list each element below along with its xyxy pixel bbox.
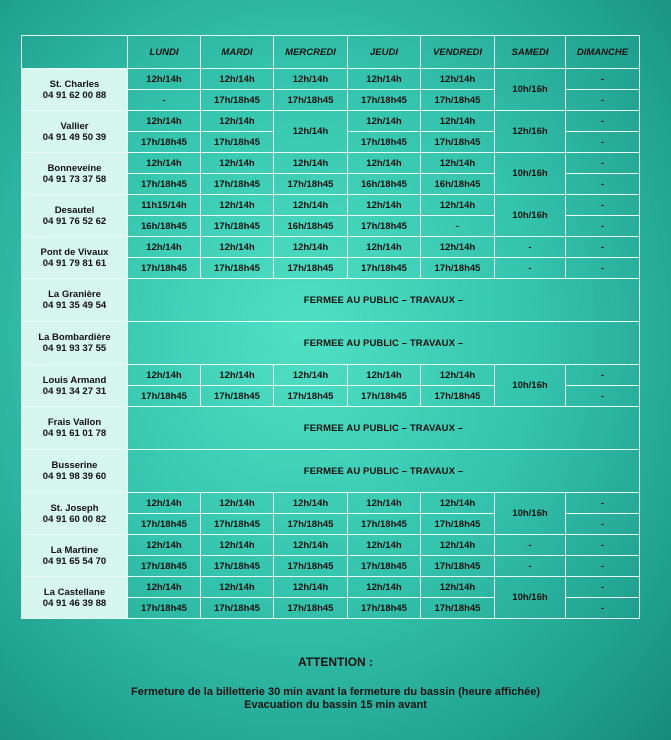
time-cell: 17h/18h45 [421, 514, 495, 535]
pool-name: Busserine [51, 460, 98, 471]
day-header: DIMANCHE [566, 36, 640, 69]
pool-name: La Martine [50, 544, 99, 556]
pool-row [22, 111, 640, 132]
saturday-cell: 12h/16h [495, 111, 566, 153]
pool-phone: 04 91 60 00 82 [42, 513, 107, 525]
time-cell: 12h/14h [348, 69, 421, 90]
pool-row [22, 407, 640, 450]
time-cell: 17h/18h45 [421, 386, 495, 407]
pool-row [22, 69, 640, 90]
time-cell: 12h/14h [128, 153, 201, 174]
time-cell: 17h/18h45 [128, 132, 201, 153]
time-cell: 12h/14h [348, 195, 421, 216]
sunday-cell: - [566, 153, 640, 174]
sunday-cell: - [566, 365, 640, 386]
sunday-cell: - [566, 598, 640, 619]
closed-notice: FERMEE AU PUBLIC – TRAVAUX – [128, 279, 640, 322]
time-cell: 12h/14h [128, 237, 201, 258]
saturday-cell: - [495, 535, 566, 556]
pool-row [22, 535, 640, 556]
time-cell: 12h/14h [274, 535, 348, 556]
pool-cell [22, 195, 128, 237]
notice-line-1: Fermeture de la billetterie 30 min avant la fermeture du bassin (heure affichée) [131, 686, 540, 698]
time-cell: 12h/14h [128, 69, 201, 90]
day-header: MARDI [201, 36, 274, 69]
time-cell: 17h/18h45 [128, 556, 201, 577]
time-cell: 17h/18h45 [201, 174, 274, 195]
saturday-cell: - [495, 556, 566, 577]
time-cell: 17h/18h45 [201, 598, 274, 619]
pool-cell [22, 322, 128, 365]
time-cell: 17h/18h45 [348, 386, 421, 407]
sunday-cell: - [566, 132, 640, 153]
time-cell: 12h/14h [128, 535, 201, 556]
time-cell: 17h/18h45 [274, 258, 348, 279]
time-cell: 12h/14h [274, 365, 348, 386]
time-cell: 12h/14h [274, 577, 348, 598]
time-cell: 12h/14h [128, 577, 201, 598]
time-cell: 12h/14h [421, 535, 495, 556]
time-cell: 12h/14h [201, 237, 274, 258]
saturday-cell: 10h/16h [495, 153, 566, 195]
time-cell: 17h/18h45 [128, 514, 201, 535]
pool-cell [22, 407, 128, 450]
time-cell: 17h/18h45 [348, 598, 421, 619]
pool-name: La Bombardière [38, 332, 111, 343]
time-cell: 12h/14h [421, 69, 495, 90]
pool-row [22, 450, 640, 493]
time-cell: 17h/18h45 [128, 386, 201, 407]
sunday-cell: - [566, 493, 640, 514]
saturday-cell: 10h/16h [495, 69, 566, 111]
time-cell: 16h/18h45 [128, 216, 201, 237]
time-cell: 12h/14h [274, 69, 348, 90]
time-cell: 12h/14h [128, 493, 201, 514]
time-cell: 17h/18h45 [274, 386, 348, 407]
time-cell: 17h/18h45 [201, 386, 274, 407]
schedule-table [21, 35, 640, 619]
time-cell: 12h/14h [421, 237, 495, 258]
time-cell: 12h/14h [274, 111, 348, 153]
pool-phone: 04 91 46 39 88 [42, 597, 107, 609]
time-cell: 17h/18h45 [128, 598, 201, 619]
time-cell: 16h/18h45 [421, 174, 495, 195]
header-corner [22, 36, 128, 69]
time-cell: 12h/14h [421, 365, 495, 386]
time-cell: 17h/18h45 [128, 258, 201, 279]
time-cell: - [128, 90, 201, 111]
pool-row [22, 195, 640, 216]
pool-name: Frais Vallon [47, 417, 102, 428]
day-header: MERCREDI [274, 36, 348, 69]
pool-phone: 04 91 98 39 60 [42, 471, 107, 482]
time-cell: 16h/18h45 [348, 174, 421, 195]
pool-name: Pont de Vivaux [40, 246, 109, 258]
time-cell: 17h/18h45 [421, 90, 495, 111]
saturday-cell: 10h/16h [495, 577, 566, 619]
saturday-cell: - [495, 237, 566, 258]
closed-notice: FERMEE AU PUBLIC – TRAVAUX – [128, 322, 640, 365]
pool-row [22, 153, 640, 174]
notice-line-2: Evacuation du bassin 15 min avant [244, 699, 427, 711]
pool-phone: 04 91 73 37 58 [42, 173, 107, 185]
saturday-cell: 10h/16h [495, 195, 566, 237]
time-cell: 12h/14h [128, 365, 201, 386]
pool-cell [22, 365, 128, 407]
pool-row [22, 493, 640, 514]
time-cell: 17h/18h45 [128, 174, 201, 195]
pool-phone: 04 91 65 54 70 [42, 555, 107, 567]
time-cell: 17h/18h45 [348, 258, 421, 279]
time-cell: 11h15/14h [128, 195, 201, 216]
time-cell: 17h/18h45 [274, 90, 348, 111]
schedule-body [22, 69, 640, 619]
sunday-cell: - [566, 577, 640, 598]
sunday-cell: - [566, 90, 640, 111]
time-cell: 17h/18h45 [421, 556, 495, 577]
time-cell: 12h/14h [348, 493, 421, 514]
time-cell: 17h/18h45 [274, 174, 348, 195]
time-cell: 17h/18h45 [201, 556, 274, 577]
time-cell: 16h/18h45 [274, 216, 348, 237]
pool-cell [22, 535, 128, 577]
time-cell: 12h/14h [348, 237, 421, 258]
pool-name: Louis Armand [42, 374, 107, 386]
time-cell: 12h/14h [421, 577, 495, 598]
saturday-cell: - [495, 258, 566, 279]
time-cell: 12h/14h [421, 195, 495, 216]
pool-row [22, 577, 640, 598]
sunday-cell: - [566, 386, 640, 407]
time-cell: - [421, 216, 495, 237]
time-cell: 12h/14h [201, 153, 274, 174]
time-cell: 17h/18h45 [201, 514, 274, 535]
time-cell: 12h/14h [348, 535, 421, 556]
time-cell: 17h/18h45 [274, 514, 348, 535]
time-cell: 17h/18h45 [274, 598, 348, 619]
sunday-cell: - [566, 258, 640, 279]
pool-cell [22, 450, 128, 493]
time-cell: 17h/18h45 [201, 90, 274, 111]
time-cell: 12h/14h [348, 111, 421, 132]
time-cell: 17h/18h45 [274, 556, 348, 577]
sunday-cell: - [566, 195, 640, 216]
time-cell: 12h/14h [201, 365, 274, 386]
pool-cell [22, 111, 128, 153]
pool-phone: 04 91 79 81 61 [42, 257, 107, 269]
pool-cell [22, 279, 128, 322]
pool-name: St. Charles [49, 78, 100, 90]
pool-name: St. Joseph [50, 502, 99, 514]
day-header: LUNDI [128, 36, 201, 69]
pool-row [22, 365, 640, 386]
pool-cell [22, 237, 128, 279]
closed-notice: FERMEE AU PUBLIC – TRAVAUX – [128, 407, 640, 450]
time-cell: 17h/18h45 [348, 556, 421, 577]
time-cell: 12h/14h [421, 153, 495, 174]
time-cell: 17h/18h45 [421, 258, 495, 279]
saturday-cell: 10h/16h [495, 493, 566, 535]
sunday-cell: - [566, 535, 640, 556]
time-cell: 17h/18h45 [421, 132, 495, 153]
pool-cell [22, 69, 128, 111]
pool-name: Vallier [60, 120, 89, 132]
pool-row [22, 237, 640, 258]
time-cell: 17h/18h45 [201, 258, 274, 279]
day-header-row [22, 36, 640, 69]
time-cell: 12h/14h [348, 153, 421, 174]
pool-phone: 04 91 61 01 78 [42, 428, 107, 439]
sunday-cell: - [566, 111, 640, 132]
time-cell: 12h/14h [128, 111, 201, 132]
time-cell: 17h/18h45 [348, 514, 421, 535]
time-cell: 12h/14h [201, 195, 274, 216]
time-cell: 12h/14h [274, 237, 348, 258]
time-cell: 17h/18h45 [348, 132, 421, 153]
pool-name: Desautel [54, 204, 95, 216]
sunday-cell: - [566, 69, 640, 90]
pool-name: Bonneveine [47, 162, 102, 174]
time-cell: 17h/18h45 [201, 132, 274, 153]
time-cell: 12h/14h [421, 493, 495, 514]
time-cell: 12h/14h [201, 493, 274, 514]
pool-cell [22, 153, 128, 195]
time-cell: 12h/14h [274, 195, 348, 216]
day-header: JEUDI [348, 36, 421, 69]
time-cell: 17h/18h45 [348, 216, 421, 237]
sunday-cell: - [566, 556, 640, 577]
notice-title: ATTENTION : [297, 655, 374, 669]
pool-cell [22, 577, 128, 619]
time-cell: 12h/14h [201, 577, 274, 598]
time-cell: 12h/14h [348, 577, 421, 598]
time-cell: 12h/14h [348, 365, 421, 386]
time-cell: 12h/14h [274, 493, 348, 514]
pool-phone: 04 91 34 27 31 [42, 385, 107, 397]
time-cell: 17h/18h45 [348, 90, 421, 111]
sunday-cell: - [566, 237, 640, 258]
pool-phone: 04 91 49 50 39 [42, 131, 107, 143]
pool-name: La Castellane [43, 586, 106, 598]
pool-row [22, 322, 640, 365]
pool-row [22, 279, 640, 322]
pool-phone: 04 91 35 49 54 [42, 300, 107, 311]
time-cell: 17h/18h45 [421, 598, 495, 619]
time-cell: 12h/14h [201, 69, 274, 90]
pool-phone: 04 91 76 52 62 [42, 215, 107, 227]
time-cell: 17h/18h45 [201, 216, 274, 237]
time-cell: 12h/14h [274, 153, 348, 174]
day-header: SAMEDI [495, 36, 566, 69]
sunday-cell: - [566, 174, 640, 195]
pool-phone: 04 91 93 37 55 [42, 343, 107, 354]
day-header: VENDREDI [421, 36, 495, 69]
sunday-cell: - [566, 514, 640, 535]
pool-cell [22, 493, 128, 535]
pool-name: La Granière [48, 289, 101, 300]
pool-phone: 04 91 62 00 88 [42, 89, 107, 101]
time-cell: 12h/14h [421, 111, 495, 132]
time-cell: 12h/14h [201, 535, 274, 556]
sunday-cell: - [566, 216, 640, 237]
closed-notice: FERMEE AU PUBLIC – TRAVAUX – [128, 450, 640, 493]
time-cell: 12h/14h [201, 111, 274, 132]
saturday-cell: 10h/16h [495, 365, 566, 407]
